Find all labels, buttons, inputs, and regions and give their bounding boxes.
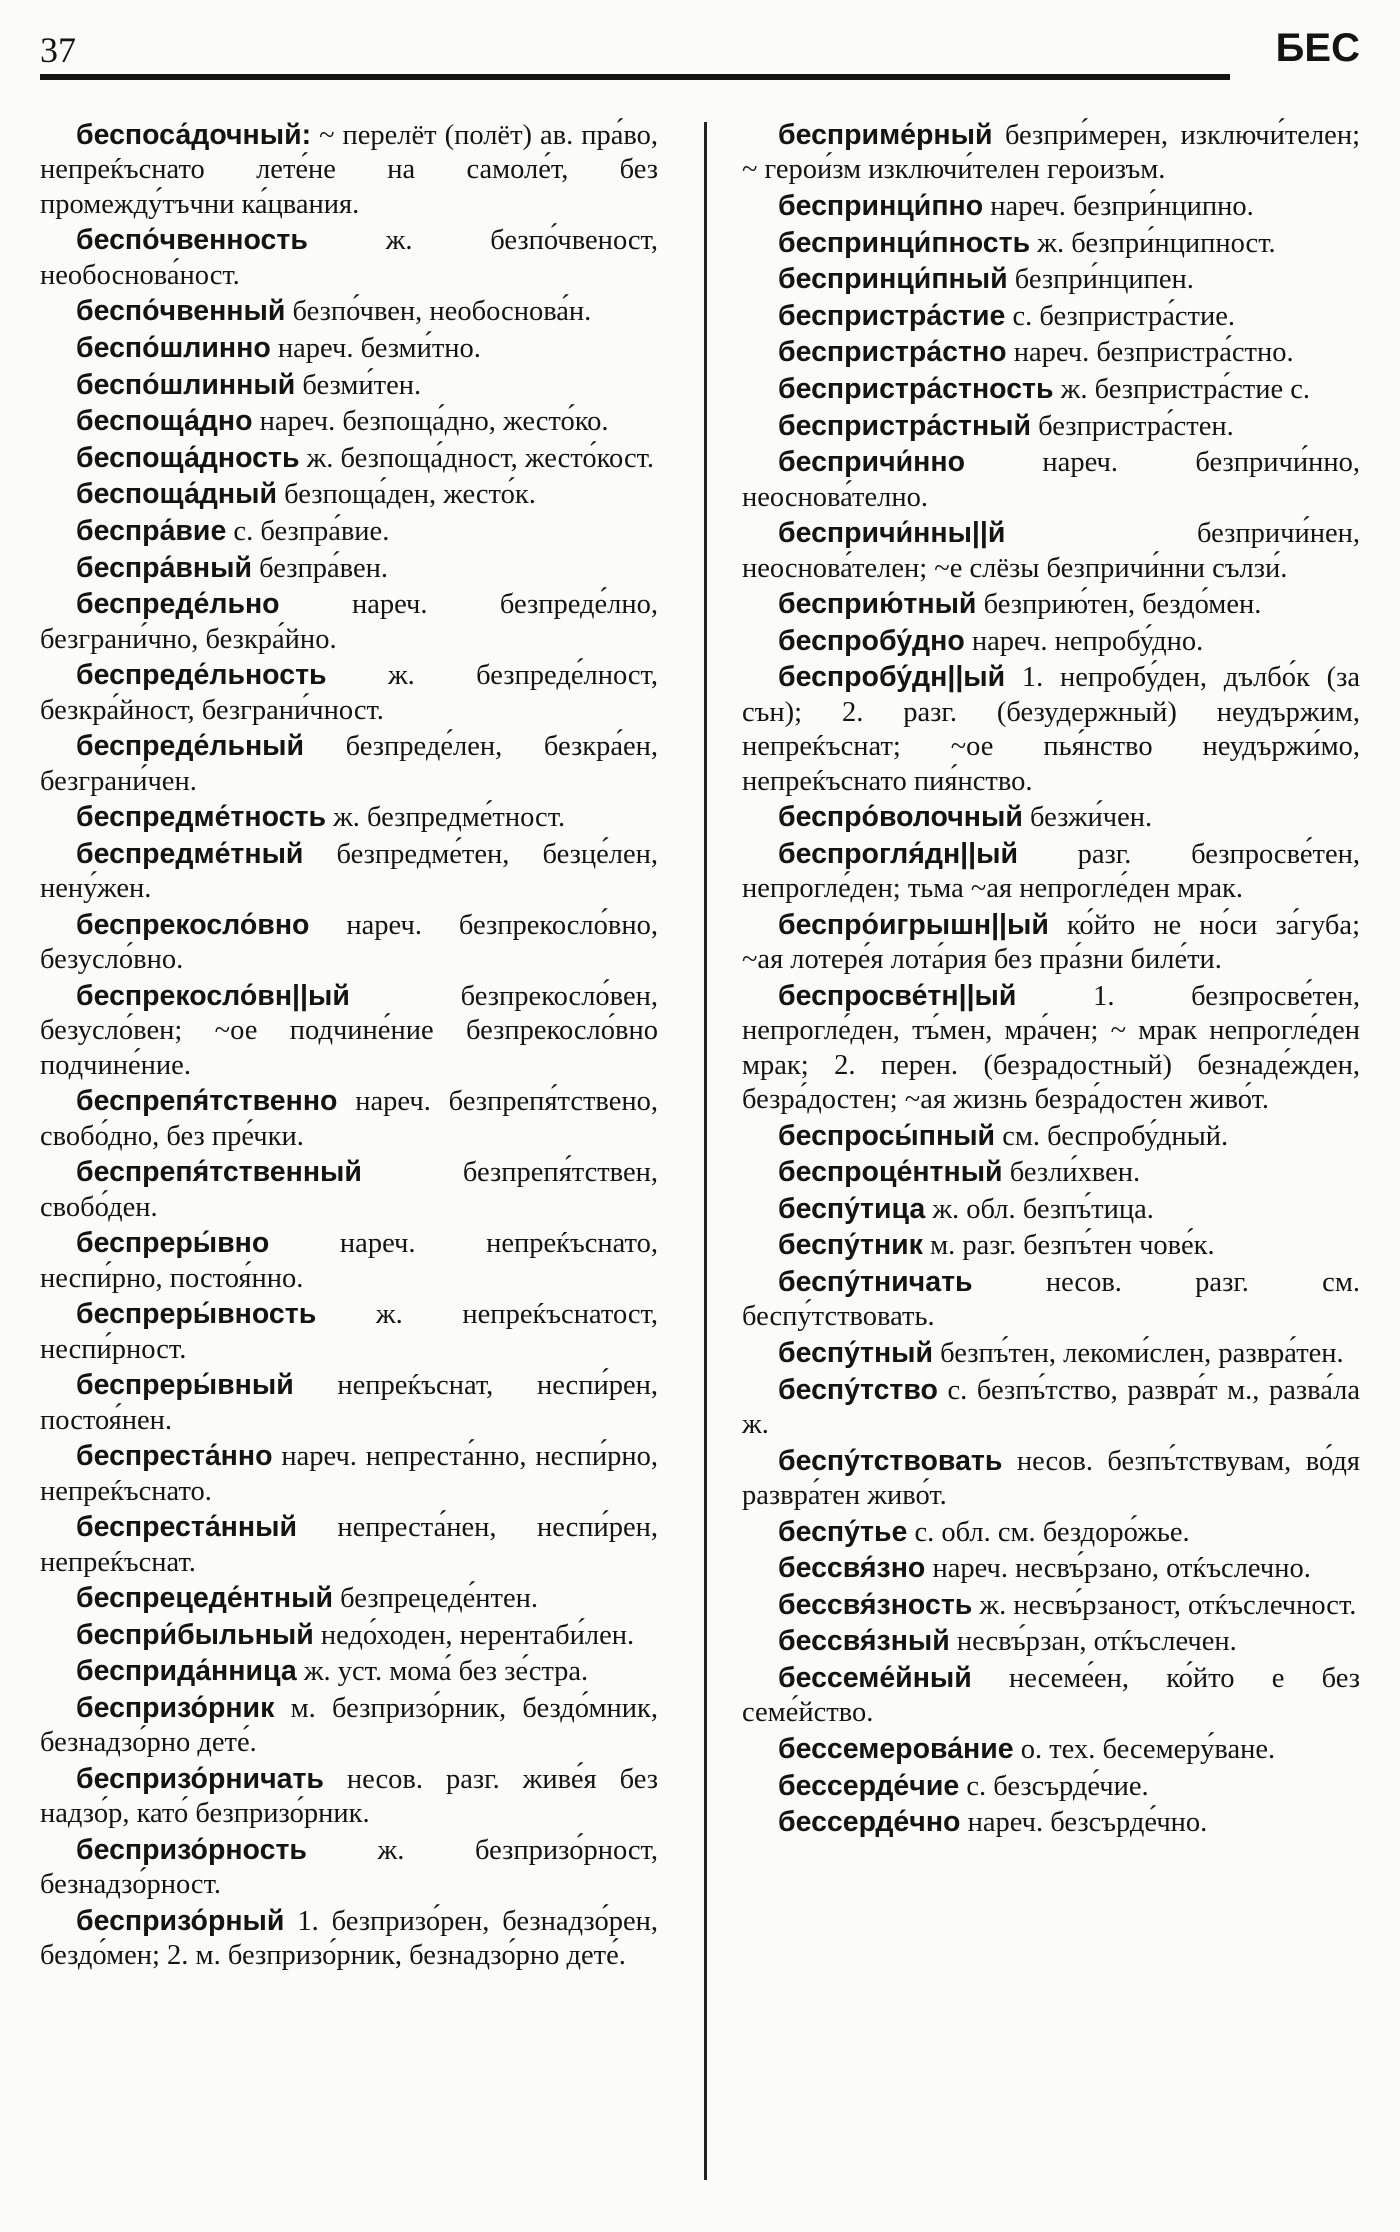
dictionary-entry xyxy=(40,1297,658,1367)
entry-headword: беспрогля́дн||ый xyxy=(778,837,1018,870)
entry-headword: беспреста́нный xyxy=(76,1511,297,1544)
dictionary-entry xyxy=(40,223,658,293)
entry-headword: беспу́тство xyxy=(778,1373,938,1406)
entry-definition: безжи́чен. xyxy=(1022,802,1153,834)
header-rule xyxy=(40,74,1230,80)
entry-definition: см. беспробу́дный. xyxy=(995,1120,1229,1152)
entry-headword: беспробу́дн||ый xyxy=(778,661,1006,694)
entry-headword: беспричи́нно xyxy=(778,446,965,479)
entry-definition: безпра́вен. xyxy=(252,552,388,584)
dictionary-entry xyxy=(742,516,1360,586)
entry-headword: беспризо́рность xyxy=(76,1833,307,1866)
entry-definition: ж. безпризо́рност, безнадзо́рност. xyxy=(40,1834,658,1901)
dictionary-entry xyxy=(40,1691,658,1761)
entry-headword: беспреры́вно xyxy=(76,1227,270,1260)
entry-definition: безприю́тен, бездо́мен. xyxy=(976,589,1262,621)
dictionary-entry xyxy=(40,1368,658,1438)
entry-headword: бессерде́чие xyxy=(778,1769,960,1802)
entry-definition: м. разг. безпъ́тен чове́к. xyxy=(922,1230,1215,1262)
entry-definition: безпри́мерен, изключи́телен; ~ герои́зм изключи́телен героизъм. xyxy=(742,120,1360,186)
entry-headword: беспробу́дно xyxy=(778,624,965,657)
entry-headword: беспу́тье xyxy=(778,1515,908,1548)
dictionary-entry xyxy=(40,1904,658,1974)
entry-definition: ж. безпоща́дност, жесто́кост. xyxy=(299,442,655,474)
dictionary-entry xyxy=(742,1732,1360,1767)
entry-headword: беспрепя́тственный xyxy=(76,1156,362,1189)
dictionary-entry xyxy=(742,587,1360,622)
entry-definition: безпрекосло́вен, безусло́вен; ~ое подчине́ние безпрекосло́вно подчине́ние. xyxy=(40,980,658,1081)
entry-definition: нареч. безпри́нципно. xyxy=(983,191,1254,222)
entry-definition: безпристра́стен. xyxy=(1031,410,1234,442)
entry-definition: непреќъснат, неспи́рен, постоя́нен. xyxy=(40,1370,658,1436)
entry-headword: беспоса́дочный: xyxy=(76,119,312,151)
entry-definition: ж. безпристра́стие с. xyxy=(1053,373,1310,405)
entry-definition: нареч. безпрепя́тствено, свобо́дно, без пре́чки. xyxy=(40,1086,658,1152)
entry-headword: беспредме́тный xyxy=(76,837,304,870)
entry-definition: с. безпъ́тство, развра́т м., разва́ла ж. xyxy=(742,1374,1360,1440)
dictionary-entry xyxy=(40,477,658,512)
entry-definition: нареч. безпреде́лно, безграни́чно, безкра́йно. xyxy=(40,589,658,655)
dictionary-entry xyxy=(40,441,658,476)
entry-headword: беспрецеде́нтный xyxy=(76,1582,333,1615)
entry-definition: безпъ́тен, лекоми́слен, развра́тен. xyxy=(933,1337,1344,1369)
entry-headword: беспри́быльный xyxy=(76,1618,314,1651)
entry-definition: безпри́нципен. xyxy=(1007,264,1194,296)
entry-definition: ж. безпо́чвеност, необоснова́ност. xyxy=(40,225,658,291)
entry-definition: с. обл. см. бездоро́жье. xyxy=(907,1516,1190,1548)
entry-definition: безми́тен. xyxy=(295,369,422,401)
dictionary-entry xyxy=(742,1336,1360,1371)
entry-definition: непреста́нен, неспи́рен, непреќъснат. xyxy=(40,1512,658,1578)
entry-definition: м. безпризо́рник, бездо́мник, безнадзо́рно дете́. xyxy=(40,1692,658,1759)
entry-headword: беспу́тица xyxy=(778,1192,926,1225)
entry-headword: беспризо́рничать xyxy=(76,1762,324,1795)
dictionary-entry xyxy=(40,1833,658,1903)
dictionary-entry xyxy=(742,299,1360,334)
entry-headword: беспрепя́тственно xyxy=(76,1085,338,1118)
dictionary-entry xyxy=(742,837,1360,907)
dictionary-entry xyxy=(742,445,1360,515)
entry-definition: несов. разг. живе́я без надзо́р, като́ безпризо́рник. xyxy=(40,1763,658,1830)
dictionary-entry xyxy=(40,1084,658,1154)
entry-headword: беспоща́дный xyxy=(76,478,277,511)
entry-definition: безпо́чвен, необоснова́н. xyxy=(285,296,592,328)
dictionary-entry xyxy=(40,1618,658,1653)
entry-definition: нареч. непреста́нно, неспи́рно, непреќъснато. xyxy=(40,1441,658,1507)
entry-definition: 1. непробу́ден, дълбо́к (за сън); 2. разг. (безудержный) неудържим, непреќъснат; ~ое пья́нство неудържи́мо, непреќъснато пия́нство. xyxy=(742,662,1360,797)
entry-definition: нареч. безпоща́дно, жесто́ко. xyxy=(252,406,609,438)
entry-headword: беспо́чвенность xyxy=(76,224,308,257)
page-number: 37 xyxy=(40,30,76,70)
entry-headword: беспризо́рный xyxy=(76,1904,285,1937)
dictionary-entry xyxy=(742,1373,1360,1443)
entry-definition: нареч. непреќъснато, неспи́рно, постоя́нно. xyxy=(40,1228,658,1294)
dictionary-entry xyxy=(40,658,658,728)
entry-definition: безпрепя́тствен, свобо́ден. xyxy=(40,1157,658,1223)
dictionary-entry xyxy=(742,1228,1360,1263)
entry-definition: ж. безпри́нципност. xyxy=(1030,227,1276,259)
entry-definition: ж. непреќъснатост, неспи́рност. xyxy=(40,1299,658,1365)
page-header xyxy=(40,26,1360,78)
entry-headword: беспо́чвенный xyxy=(76,295,286,328)
entry-definition: недо́ходен, нерентаби́лен. xyxy=(313,1619,635,1651)
dictionary-entry xyxy=(40,800,658,835)
entry-headword: беспринци́пный xyxy=(778,263,1008,296)
entry-headword: беспу́тный xyxy=(778,1336,934,1369)
entry-headword: беспреде́льность xyxy=(76,659,327,692)
entry-headword: беспринци́пно xyxy=(778,190,984,222)
dictionary-entry xyxy=(742,624,1360,659)
entry-definition: несвъ́рзан, отќъслечен. xyxy=(949,1626,1237,1658)
dictionary-entry xyxy=(742,1192,1360,1227)
entry-headword: беспро́игрышн||ый xyxy=(778,908,1049,941)
entry-headword: беспризо́рник xyxy=(76,1691,275,1724)
entry-definition: нареч. безми́тно. xyxy=(270,333,481,364)
dictionary-entry xyxy=(742,800,1360,835)
entry-headword: беспрекосло́вно xyxy=(76,908,310,941)
running-head: БЕС xyxy=(1275,26,1360,70)
entry-headword: беспреры́вность xyxy=(76,1298,317,1331)
dictionary-entry xyxy=(40,587,658,657)
entry-definition: ж. уст. мома́ без зе́стра. xyxy=(296,1656,589,1688)
left-column xyxy=(40,118,658,1975)
entry-headword: беспринци́пность xyxy=(778,226,1031,259)
entry-definition: 1. безпризо́рен, безнадзо́рен, бездо́мен; 2. м. безпризо́рник, безнадзо́рно дете́. xyxy=(40,1905,658,1972)
entry-headword: бессвя́зность xyxy=(778,1588,973,1621)
entry-definition: безли́хвен. xyxy=(1002,1157,1141,1189)
entry-headword: беспроце́нтный xyxy=(778,1156,1003,1189)
entry-headword: беспреста́нно xyxy=(76,1440,273,1473)
dictionary-entry xyxy=(40,1155,658,1225)
entry-definition: ж. несвъ́рзаност, отќъслечност. xyxy=(972,1589,1357,1621)
dictionary-entry xyxy=(742,1551,1360,1586)
dictionary-entry xyxy=(742,1515,1360,1550)
entry-definition: с. безпристра́стие. xyxy=(1005,300,1235,332)
dictionary-entry xyxy=(742,372,1360,407)
entry-headword: бессвя́зно xyxy=(778,1552,926,1585)
dictionary-entry xyxy=(742,908,1360,978)
entry-definition: ж. безпредме́тност. xyxy=(325,802,566,834)
dictionary-entry xyxy=(40,1654,658,1689)
entry-headword: бесприю́тный xyxy=(778,588,977,621)
entry-definition: о. тех. бесемеру́ване. xyxy=(1013,1733,1276,1765)
dictionary-entry xyxy=(40,729,658,799)
dictionary-entry xyxy=(40,1226,658,1296)
entry-definition: безпоща́ден, жесто́к. xyxy=(276,479,536,511)
entry-headword: беспристра́стно xyxy=(778,336,1007,369)
dictionary-entry xyxy=(40,331,658,366)
entry-headword: беспра́вный xyxy=(76,551,252,584)
entry-headword: беспричи́нны||й xyxy=(778,517,1006,550)
dictionary-entry xyxy=(742,660,1360,799)
entry-headword: беспу́тствовать xyxy=(778,1444,1003,1477)
entry-definition: нареч. непробу́дно. xyxy=(964,625,1204,657)
entry-definition: нареч. безсърде́чно. xyxy=(960,1807,1208,1839)
dictionary-entry xyxy=(40,404,658,439)
entry-headword: бессвя́зный xyxy=(778,1625,950,1658)
dictionary-entry xyxy=(40,514,658,549)
entry-headword: бессерде́чно xyxy=(778,1806,961,1839)
entry-definition: безпрецеде́нтен. xyxy=(332,1583,539,1615)
dictionary-entry xyxy=(40,551,658,586)
entry-definition: нареч. безпристра́стно. xyxy=(1006,337,1294,369)
entry-headword: беспу́тничать xyxy=(778,1265,973,1298)
entry-definition: разг. безпросве́тен, непрогле́ден; тьма ~ая непрогле́ден мрак. xyxy=(742,838,1360,905)
dictionary-entry xyxy=(742,118,1360,188)
dictionary-entry xyxy=(742,1588,1360,1623)
entry-headword: беспристра́стность xyxy=(778,372,1054,405)
entry-definition: с. безпра́вие. xyxy=(226,515,390,547)
dictionary-entry xyxy=(40,368,658,403)
entry-headword: беспра́вие xyxy=(76,514,227,547)
dictionary-entry xyxy=(742,262,1360,297)
dictionary-entry xyxy=(40,979,658,1083)
entry-headword: беспреде́льный xyxy=(76,730,305,763)
dictionary-entry xyxy=(742,409,1360,444)
dictionary-entry xyxy=(742,1624,1360,1659)
entry-headword: бесприда́нница xyxy=(76,1655,297,1688)
entry-headword: беспо́шлинно xyxy=(76,332,271,364)
dictionary-entry xyxy=(742,1444,1360,1514)
entry-definition: ж. безпреде́лност, безкра́йност, безграни́чност. xyxy=(40,660,658,726)
entry-definition: несов. разг. см. беспу́тствовать. xyxy=(742,1266,1360,1333)
entry-headword: беспристра́стие xyxy=(778,299,1006,332)
entry-headword: беспристра́стный xyxy=(778,409,1032,442)
dictionary-entry xyxy=(40,294,658,329)
entry-definition: нареч. несвъ́рзано, отќъслечно. xyxy=(925,1553,1311,1585)
entry-headword: беспу́тник xyxy=(778,1229,923,1262)
dictionary-entry xyxy=(742,189,1360,224)
entry-headword: беспредме́тность xyxy=(76,801,326,834)
entry-headword: беспоща́дно xyxy=(76,405,253,438)
entry-definition: безпредме́тен, безце́лен, нену́жен. xyxy=(40,838,658,905)
entry-definition: с. безсърде́чие. xyxy=(959,1770,1149,1802)
dictionary-entry xyxy=(742,1805,1360,1840)
dictionary-entry xyxy=(40,1581,658,1616)
entry-headword: бессемерова́ние xyxy=(778,1732,1014,1765)
dictionary-entry xyxy=(742,1769,1360,1804)
entry-headword: беспреде́льно xyxy=(76,588,280,621)
dictionary-entry xyxy=(40,1762,658,1832)
right-column xyxy=(742,118,1360,1842)
dictionary-entry xyxy=(40,1439,658,1509)
entry-definition: несеме́ен, ко́йто е без семе́йство. xyxy=(742,1662,1360,1729)
dictionary-entry xyxy=(742,1661,1360,1731)
dictionary-entry xyxy=(742,1119,1360,1154)
entry-headword: беспоща́дность xyxy=(76,441,300,474)
entry-definition: безпричи́нен, неоснова́телен; ~е слёзы безпричи́нни сълзи́. xyxy=(742,518,1360,584)
entry-definition: нареч. безпричи́нно, неоснова́телно. xyxy=(742,447,1360,513)
dictionary-entry xyxy=(40,908,658,978)
entry-headword: беспрекосло́вн||ый xyxy=(76,979,350,1012)
entry-headword: беспро́волочный xyxy=(778,801,1023,834)
dictionary-entry xyxy=(40,118,658,222)
entry-definition: несов. безпъ́тствувам, во́дя развра́тен живо́т. xyxy=(742,1445,1360,1511)
column-divider xyxy=(704,122,707,2180)
dictionary-entry xyxy=(742,1265,1360,1335)
entry-definition: ж. обл. безпъ́тица. xyxy=(925,1193,1154,1225)
entry-headword: беспросве́тн||ый xyxy=(778,979,1017,1012)
entry-headword: бессеме́йный xyxy=(778,1661,972,1694)
entry-headword: беспреры́вный xyxy=(76,1369,294,1402)
entry-definition: 1. безпросве́тен, непрогле́ден, тъ́мен, мра́чен; ~ мрак непрогле́ден мрак; 2. перен. (безрадостный) безнаде́жден, безра́достен; ~ая жизнь безра́достен живо́т. xyxy=(742,980,1360,1115)
dictionary-entry xyxy=(40,837,658,907)
entry-definition: безпреде́лен, безкра́ен, безграни́чен. xyxy=(40,731,658,797)
entry-headword: бесприме́рный xyxy=(778,119,993,151)
dictionary-entry xyxy=(742,335,1360,370)
dictionary-entry xyxy=(742,979,1360,1118)
dictionary-entry xyxy=(742,1155,1360,1190)
dictionary-entry xyxy=(742,226,1360,261)
entry-definition: ко́йто не но́си за́губа; ~ая лотере́я лота́рия без пра́зни биле́ти. xyxy=(742,909,1360,976)
entry-definition: нареч. безпрекосло́вно, безусло́вно. xyxy=(40,909,658,976)
entry-definition: ~ перелёт (полёт) ав. пра́во, непреќъснато лете́не на самоле́т, без промежду́тъчни ка́цвания. xyxy=(40,120,658,220)
entry-headword: беспо́шлинный xyxy=(76,368,296,401)
dictionary-entry xyxy=(40,1510,658,1580)
entry-headword: беспросы́пный xyxy=(778,1119,996,1152)
